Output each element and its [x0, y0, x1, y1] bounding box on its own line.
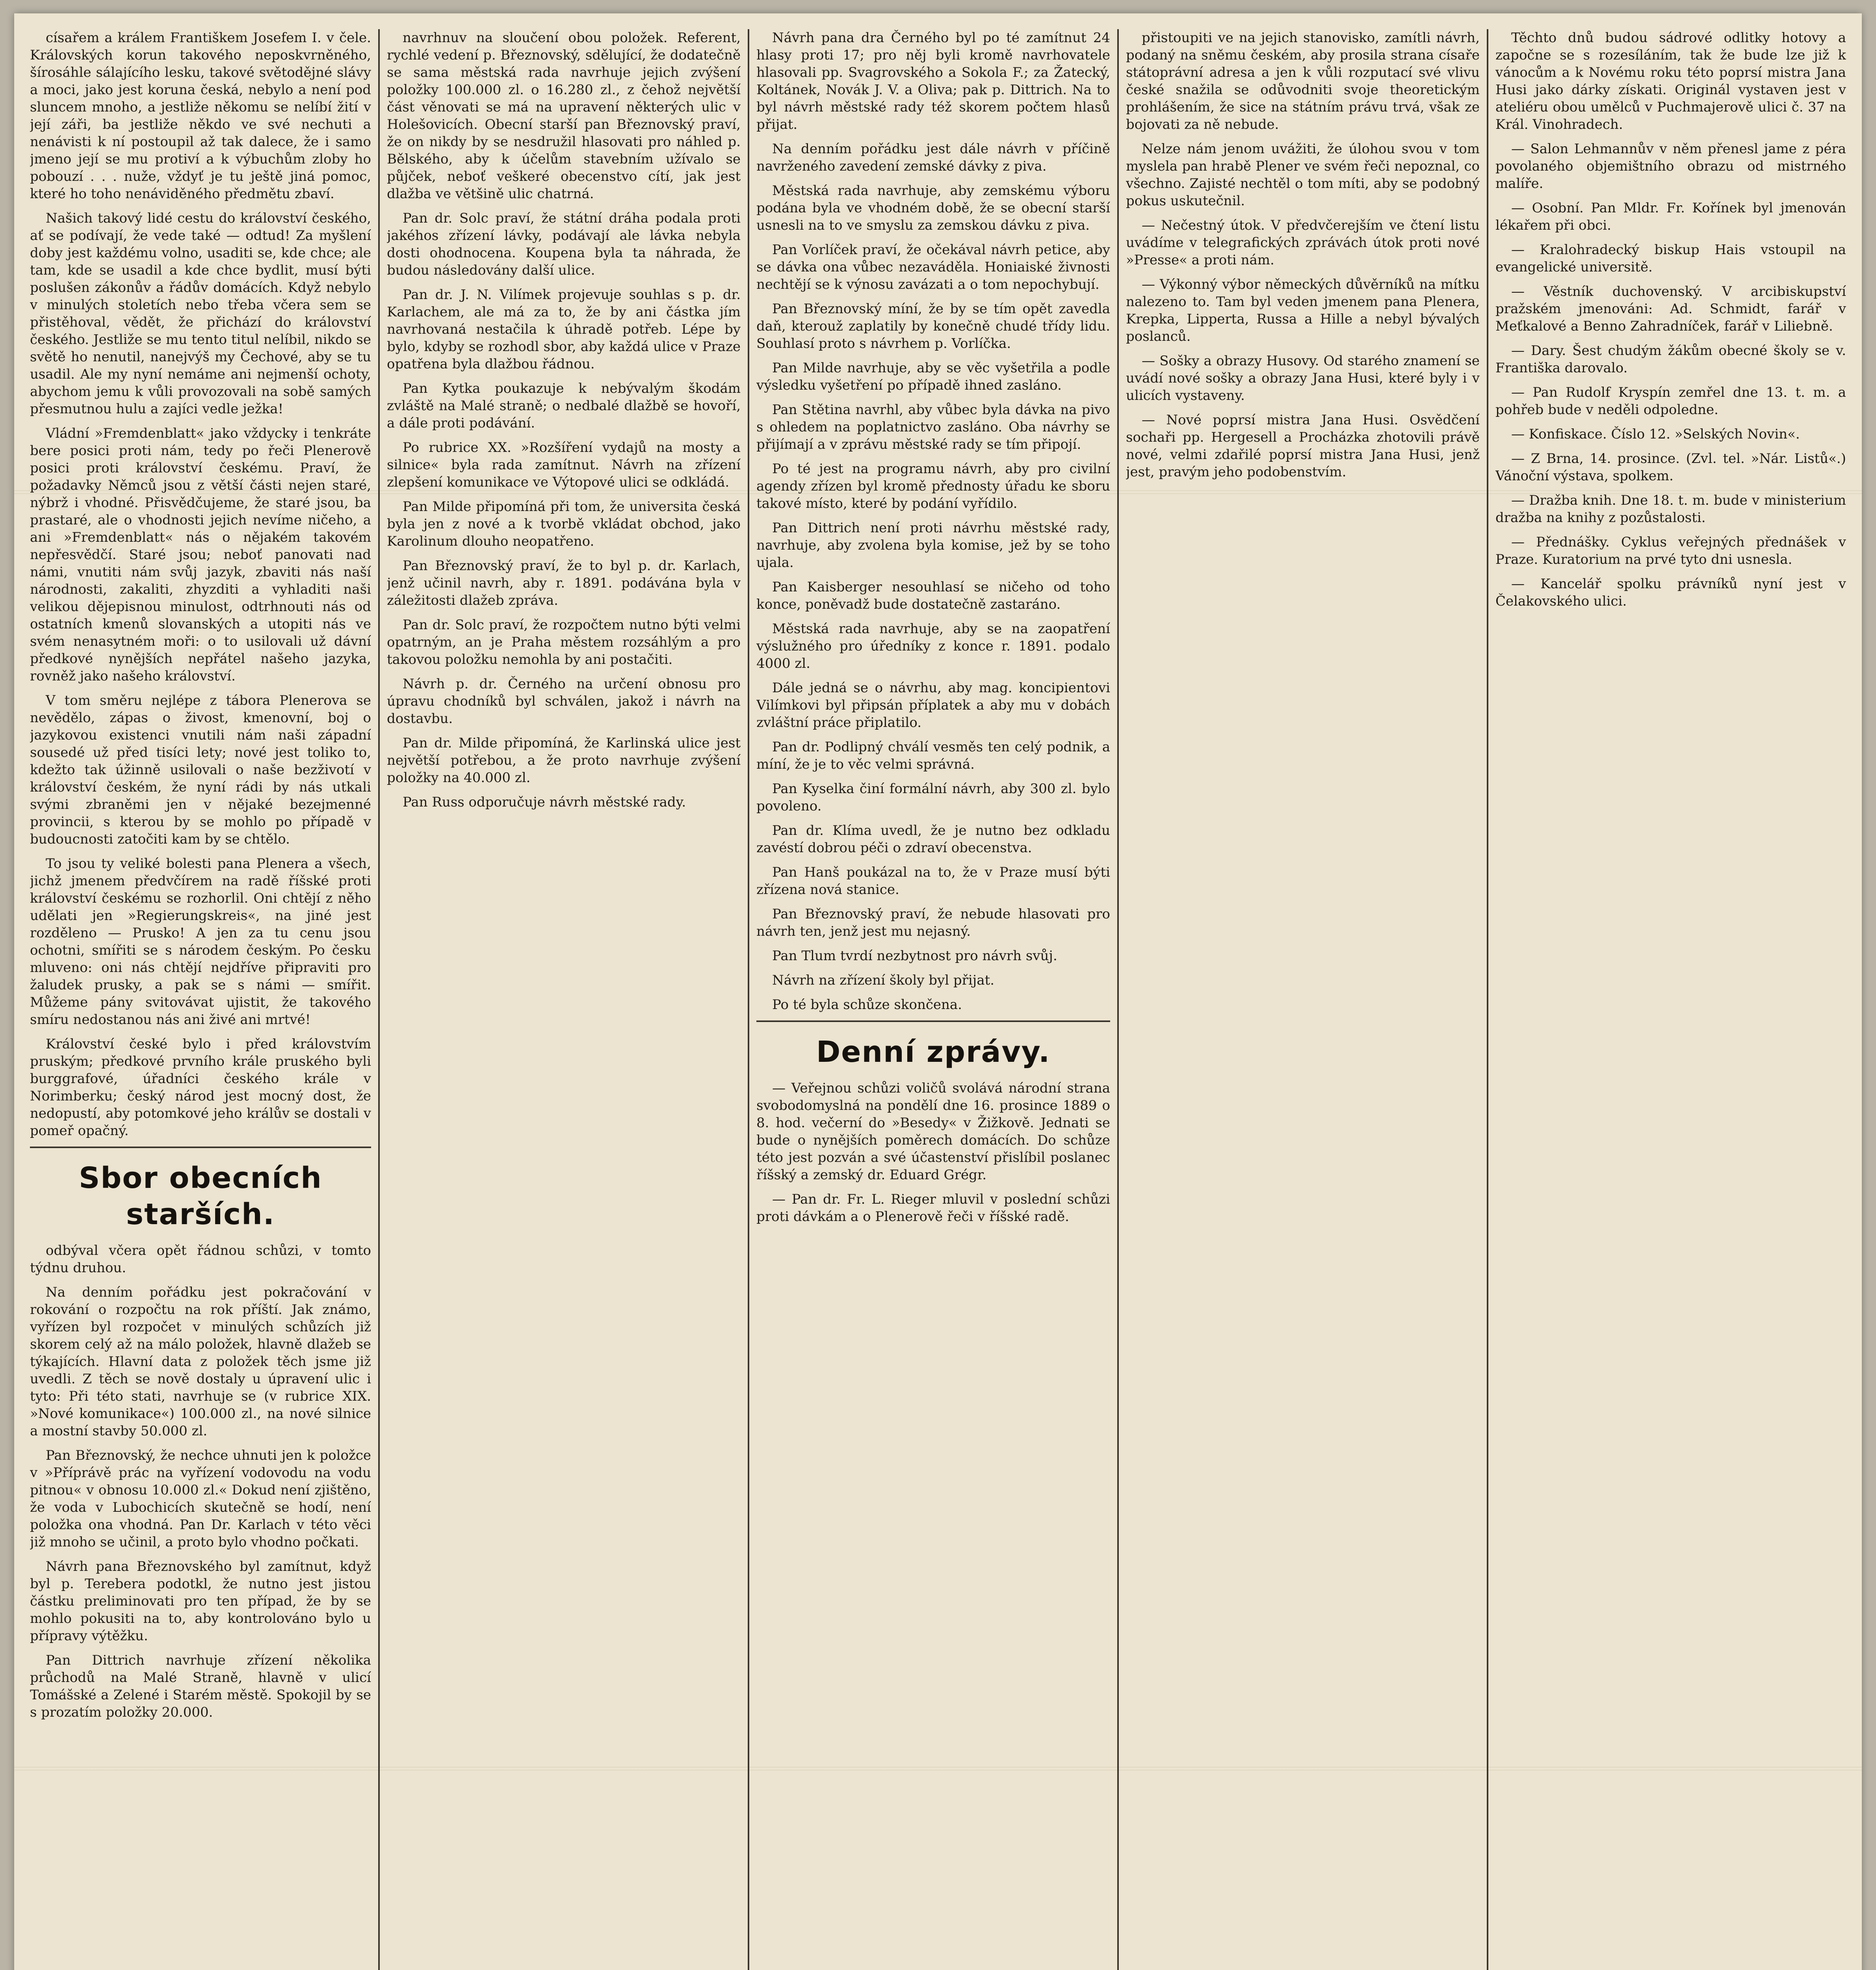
article-paragraph: císařem a králem Františkem Josefem I. v čele. Královských korun takového neposkvrněného, šírosáhle sálajícího lesku, takové světodějné slávy a moci, jako jest koruna česká, nebylo a není pod sluncem mnoho, a jestliže někomu se nelíbí žití v její záři, ba jestliže někdo ve své nechuti a nenávisti k ní postoupil až tak dalece, že i samo jmeno její se mu protiví a k výbuchům zloby ho pobouzí . . . nuže, vždyť je tu ještě jiná pomoc, které ho toho nenáviděného předmětu zbaví.	[30, 30, 371, 202]
newspaper-page	[14, 13, 1862, 1970]
article-paragraph: — Pan Rudolf Kryspín zemřel dne 13. t. m. a pohřeb bude v neděli odpoledne.	[1495, 385, 1846, 418]
column-rule	[748, 29, 749, 1970]
article-paragraph: — Pan dr. Fr. L. Rieger mluvil v poslední schůzi proti dávkám a o Plenerově řeči v říšské radě.	[756, 1191, 1110, 1225]
article-paragraph: Těchto dnů budou sádrové odlitky hotovy a započne se s rozesíláním, tak že bude lze již k vánocům a k Novému roku této poprsí mistra Jana Husi jako dárky získati. Originál vystaven jest v ateliéru obou umělců v Puchmajerově ulici č. 37 na Král. Vinohradech.	[1495, 30, 1846, 132]
text-column-4	[1126, 29, 1480, 1970]
article-paragraph: Království české bylo i před královstvím pruským; předkové prvního krále pruského byli burggrafové, úřadníci českého krále v Norimberku; český národ jest mocný dost, že nedopustí, aby potomkové jeho králův se dostali v pomeř opačný.	[30, 1036, 371, 1139]
article-paragraph: Městská rada navrhuje, aby se na zaopatření výslužného pro úředníky z konce r. 1891. podalo 4000 zl.	[756, 621, 1110, 671]
article-paragraph: — Z Brna, 14. prosince. (Zvl. tel. »Nár. Listů«.) Vánoční výstava, spolkem.	[1495, 451, 1846, 484]
text-column-1	[30, 29, 371, 1970]
article-paragraph: Dále jedná se o návrhu, aby mag. koncipientovi Vilímkovi byl připsán příplatek a aby mu v dobách zvláštní práce připlatilo.	[756, 680, 1110, 730]
article-paragraph: Pan Kaisberger nesouhlasí se ničeho od toho konce, poněvadž bude dostatečně zastaráno.	[756, 579, 1110, 612]
article-paragraph: Pan Tlum tvrdí nezbytnost pro návrh svůj.	[772, 948, 1057, 964]
section-divider	[30, 1147, 371, 1148]
article-paragraph: Pan Kytka poukazuje k nebývalým škodám zvláště na Malé straně; o nedbalé dlažbě se hovoří, a dále proti podávání.	[387, 381, 741, 431]
article-paragraph: — Kancelář spolku právníků nyní jest v Čelakovského ulici.	[1495, 576, 1846, 609]
article-paragraph: — Nové poprsí mistra Jana Husi. Osvědčení sochaři pp. Hergesell a Procházka zhotovili právě nové, velmi zdařilé poprsí mistra Jana Husi, jenž jest, pravým jeho podobenstvím.	[1126, 412, 1480, 480]
article-paragraph: Návrh na zřízení školy byl přijat.	[772, 972, 995, 988]
article-paragraph: V tom směru nejlépe z tábora Plenerova se nevědělo, zápas o živost, kmenovní, boj o jazykovou existenci vnutili nám naši západní sousedé už před tisíci lety; nové jest toliko to, kdežto tak úžinně usilovali o naše bezživotí v království českém, že nyní rádi by nás utkali svými zbraněmi jen v nějaké bezejmenné provincii, s kterou by se mohlo po případě v budoucnosti zatočiti kam by se chtělo.	[30, 693, 371, 847]
article-paragraph: Pan dr. Podlipný chválí vesměs ten celý podnik, a míní, že je to věc velmi správná.	[756, 739, 1110, 772]
text-column-3	[756, 29, 1110, 1970]
article-paragraph: Pan Russ odporučuje návrh městské rady.	[403, 794, 686, 810]
article-paragraph: Pan Milde připomíná při tom, že universita česká byla jen z nové a k tvorbě vkládat obchod, jako Karolinum dlouho neopatřeno.	[387, 499, 741, 549]
article-paragraph: Nelze nám jenom uvážiti, že úlohou svou v tom myslela pan hrabě Plener ve svém řeči nepoznal, co všechno. Zajisté nechtěl o tom míti, aby se podobný pokus uskutečnil.	[1126, 141, 1480, 209]
article-paragraph: navrhnuv na sloučení obou položek. Referent, rychlé vedení p. Březnovský, sdělující, že dodatečně se sama městská rada navrhuje jejich zvýšení položky 100.000 zl. o 16.280 zl., z čehož největší část věnovati se má na upravení některých ulic v Holešovicích. Obecní starší pan Březnovský praví, že on nikdy by se nesdružil hlasovati pro náhled p. Bělského, aby k účelům stavebním užívalo se půjček, neboť veškeré obecenstvo cítí, jak jest dlažba ve většině ulic chatrná.	[387, 30, 741, 202]
article-paragraph: přistoupiti ve na jejich stanovisko, zamítli návrh, podaný na sněmu českém, aby prosila strana císaře státoprávní adresa a jen k vůli rozputací své vlivu české snažila se odůvodniti svoje theoretickým prohlášením, že sice na státním právu trvá, však ze bojovati za ně nebude.	[1126, 30, 1480, 132]
article-paragraph: Vládní »Fremdenblatt« jako vždycky i tenkráte bere posici proti nám, tedy po řeči Plenerově posici proti království českému. Praví, že požadavky Němců jsou z větší části nejen staré, nýbrž i vhodné. Přisvědčujeme, že staré jsou, ba prastaré, ale o vhodnosti jejich nevíme ničeho, a ani »Fremdenblatt« nás o nějakém takovém nepřesvědčí. Staré jsou; neboť panovati nad námi, vnutiti nám svůj jazyk, zbaviti nás naší národnosti, zakaliti, zhyzditi a vyhladiti naši velikou dějepisnou minulost, odtrhnouti nás od ostatních kmenů slovanských a utopiti nás ve svém nenasytném moři: o to usilovali už dávní předkové nynějších nepřátel našeho jazyka, rovněž jako našeho království.	[30, 426, 371, 684]
article-paragraph: Pan dr. Milde připomíná, že Karlinská ulice jest největší potřebou, a že proto navrhuje zvýšení položky na 40.000 zl.	[387, 735, 741, 786]
text-column-2	[387, 29, 741, 1970]
article-paragraph: Na denním pořádku jest pokračování v rokování o rozpočtu na rok příští. Jak známo, vyřízen byl rozpočet v minulých schůzích již skorem celý až na málo položek, hlavně dlažeb se týkajících. Hlavní data z položek těch jsme již uvedli. Z těch se nově dostaly u úpravení ulic i tyto: Při této stati, navrhuje se (v rubrice XIX. »Nové komunikace«) 100.000 zl., na nové silnice a mostní stavby 50.000 zl.	[30, 1284, 371, 1439]
article-paragraph: Pan Březnovský, že nechce uhnuti jen k položce v »Příprávě prác na vyřízení vodovodu na vodu pitnou« v obnosu 10.000 zl.« Dokud není zjištěno, že voda v Lubochicích skutečně se hodí, není položka ona vhodná. Pan Dr. Karlach v této věci již mnoho se učinil, a proto bylo vhodno počkati.	[30, 1448, 371, 1550]
section-heading: Denní zprávy.	[816, 1035, 1051, 1069]
article-paragraph: Po té jest na programu návrh, aby pro civilní agendy zřízen byl kromě přednosty úřadu ke sboru takové místo, které by podání vyřídilo.	[756, 461, 1110, 511]
article-paragraph: — Osobní. Pan Mldr. Fr. Kořínek byl jmenován lékařem při obci.	[1495, 200, 1846, 233]
article-paragraph: Pan dr. Solc praví, že státní dráha podala proti jakéhos zřízení lávky, podávají ale lávka nebyla dosti ohodnocena. Koupena byla ta náhrada, že budou následovány další ulice.	[387, 210, 741, 278]
article-paragraph: Pan dr. Klíma uvedl, že je nutno bez odkladu zavéstí dobrou péči o zdraví obecenstva.	[756, 823, 1110, 856]
article-paragraph: — Veřejnou schůzi voličů svolává národní strana svobodomyslná na pondělí dne 16. prosince 1889 o 8. hod. večerní do »Besedy« v Žižkově. Jednati se bude o nynějších poměrech domácích. Do schůze této jest pozván a své účastenství přislíbil poslanec říšský a zemský dr. Eduard Grégr.	[756, 1080, 1110, 1183]
article-paragraph: Návrh pana Březnovského byl zamítnut, když byl p. Terebera podotkl, že nutno jest jistou částku preliminovati pro ten případ, že by se mohlo pokusiti na to, aby kontrolováno bylo u přípravy výtěžku.	[30, 1559, 371, 1644]
article-paragraph: Pan Březnovský praví, že nebude hlasovati pro návrh ten, jenž jest mu nejasný.	[756, 906, 1110, 939]
column-rule	[1117, 29, 1119, 1970]
column-rule	[1487, 29, 1488, 1970]
article-paragraph: Návrh pana dra Černého byl po té zamítnut 24 hlasy proti 17; pro něj byli kromě navrhovatele hlasovali pp. Svagrovského a Sokola F.; za Žatecký, Koltánek, Novák J. V. a Oliva; pak p. Dittrich. Na to byl návrh městské rady též skorem počtem hlasů přijat.	[756, 30, 1110, 132]
article-paragraph: — Přednášky. Cyklus veřejných přednášek v Praze. Kuratorium na prvé tyto dni usnesla.	[1495, 534, 1846, 567]
article-paragraph: — Konfiskace. Číslo 12. »Selských Novin«.	[1511, 426, 1800, 442]
article-paragraph: Pan Kyselka činí formální návrh, aby 300 zl. bylo povoleno.	[756, 781, 1110, 814]
article-paragraph: — Věstník duchovenský. V arcibiskupství pražském jmenováni: Ad. Schmidt, farář v Meťkalové a Benno Zahradníček, farář v Liliebně.	[1495, 284, 1846, 334]
article-paragraph: Pan Milde navrhuje, aby se věc vyšetřila a podle výsledku vyšetření po případě ihned zasláno.	[756, 360, 1110, 393]
article-paragraph: Pan Hanš poukázal na to, že v Praze musí býti zřízena nová stanice.	[756, 864, 1110, 898]
article-paragraph: odbýval včera opět řádnou schůzi, v tomto týdnu druhou.	[30, 1243, 371, 1276]
article-paragraph: Po rubrice XX. »Rozšíření vydajů na mosty a silnice« byla rada zamítnut. Návrh na zřízení zlepšení komunikace ve Výtopové ulici se odkládá.	[387, 440, 741, 490]
article-paragraph: Pan Dittrich navrhuje zřízení několika průchodů na Malé Straně, hlavně v ulicí Tomášské a Zelené i Starém městě. Spokojil by se s prozatím položky 20.000.	[30, 1652, 371, 1720]
text-column-5	[1495, 29, 1846, 1970]
article-paragraph: Městská rada navrhuje, aby zemskému výboru podána byla ve vhodném době, že se obecní starší usnesli na to ve smyslu za zemskou dávku z piva.	[756, 183, 1110, 233]
article-paragraph: — Nečestný útok. V předvčerejším ve čtení listu uvádíme v telegrafických zprávách útok proti nové »Presse« a proti nám.	[1126, 217, 1480, 268]
article-paragraph: — Sošky a obrazy Husovy. Od starého znamení se uvádí nové sošky a obrazy Jana Husi, které byly i v ulicích vystaveny.	[1126, 353, 1480, 403]
section-divider	[756, 1020, 1110, 1022]
article-paragraph: — Dražba knih. Dne 18. t. m. bude v ministerium dražba na knihy z pozůstalosti.	[1495, 492, 1846, 526]
article-paragraph: — Dary. Šest chudým žákům obecné školy se v. Františka darovalo.	[1495, 343, 1846, 376]
section-heading: Sbor obecních starších.	[79, 1161, 322, 1231]
article-paragraph: Pan dr. J. N. Vilímek projevuje souhlas s p. dr. Karlachem, ale má za to, že by ani částka jím navrhovaná nestačila k úhradě potřeb. Lépe by bylo, kdyby se rozhodl sbor, aby každá ulice v Praze opatřena byla dlažbou řádnou.	[387, 287, 741, 372]
article-paragraph: To jsou ty veliké bolesti pana Plenera a všech, jichž jmenem předvčírem na radě říšské proti království českému se rozhorlil. Oni chtějí z něho udělati jen »Regierungskreis«, na jiné jest rozděleno — Prusko! A jen za tu cenu jsou ochotni, smířiti se s národem českým. Po česku mluveno: oni nás chtějí nejdříve připraviti pro žaludek prusky, a pak se s námi — smířit. Můžeme pány svitovávat ujistit, že takového smíru nedostanou nás ani živé ani mrtvé!	[30, 856, 371, 1028]
article-paragraph: — Salon Lehmannův v něm přenesl jame z péra povolaného objemištního obrazu od mistrného malíře.	[1495, 141, 1846, 191]
article-paragraph: Na denním pořádku jest dále návrh v příčině navrženého zavedení zemské dávky z piva.	[756, 141, 1110, 174]
article-paragraph: Návrh p. dr. Černého na určení obnosu pro úpravu chodníků byl schválen, jakož i návrh na dostavbu.	[387, 676, 741, 727]
article-paragraph: Pan Dittrich není proti návrhu městské rady, navrhuje, aby zvolena byla komise, jež by se toho ujala.	[756, 520, 1110, 571]
article-paragraph: Pan Březnovský praví, že to byl p. dr. Karlach, jenž učinil navrh, aby r. 1891. podávána byla v záležitosti dlažeb zpráva.	[387, 558, 741, 608]
article-paragraph: Pan Vorlíček praví, že očekával návrh petice, aby se dávka ona vůbec nezaváděla. Honiaiské živnosti nechtějí se k výnosu zavázati a o tom nepochybují.	[756, 242, 1110, 292]
article-paragraph: Po té byla schůze skončena.	[772, 997, 962, 1013]
article-paragraph: — Kralohradecký biskup Hais vstoupil na evangelické universitě.	[1495, 242, 1846, 275]
column-rule	[378, 29, 380, 1970]
article-paragraph: Našich takový lidé cestu do království českého, ať se podívají, že vede také — odtud! Za myšlení doby jest každému volno, usaditi se, kde chce; ale tam, kde se usadil a kde chce bydlit, musí býti poslušen zákonův a řádův domácích. Když nebylo v minulých stoletích nebo třeba včera sem se přistěhoval, vědět, že přichází do království českého. Jestliže se mu tento titul nelíbil, nikdo se světě ho nenutil, nanejvýš my Čechové, aby se tu usadil. Ale my nyní nemáme ani nejmenší ochoty, abychom jemu k vůli provozovali na sobě samých přesmutnou hulu a zajíci vedle ježka!	[30, 210, 371, 417]
article-paragraph: — Výkonný výbor německých důvěrníků na mítku nalezeno to. Tam byl veden jmenem pana Plenera, Krepka, Lipperta, Russa a Hille a nebyl bývalých poslanců.	[1126, 277, 1480, 344]
article-paragraph: Pan Březnovský míní, že by se tím opět zavedla daň, kterouž zaplatily by konečně chudé třídy lidu. Souhlasí proto s návrhem p. Vorlíčka.	[756, 301, 1110, 351]
article-paragraph: Pan dr. Solc praví, že rozpočtem nutno býti velmi opatrným, an je Praha městem rozsáhlým a pro takovou položku nemohla by ani postačiti.	[387, 617, 741, 667]
article-paragraph: Pan Stětina navrhl, aby vůbec byla dávka na pivo s ohledem na poplatnictvo zasláno. Oba návrhy se přijímají a v zprávu městské rady se tím připojí.	[756, 402, 1110, 452]
